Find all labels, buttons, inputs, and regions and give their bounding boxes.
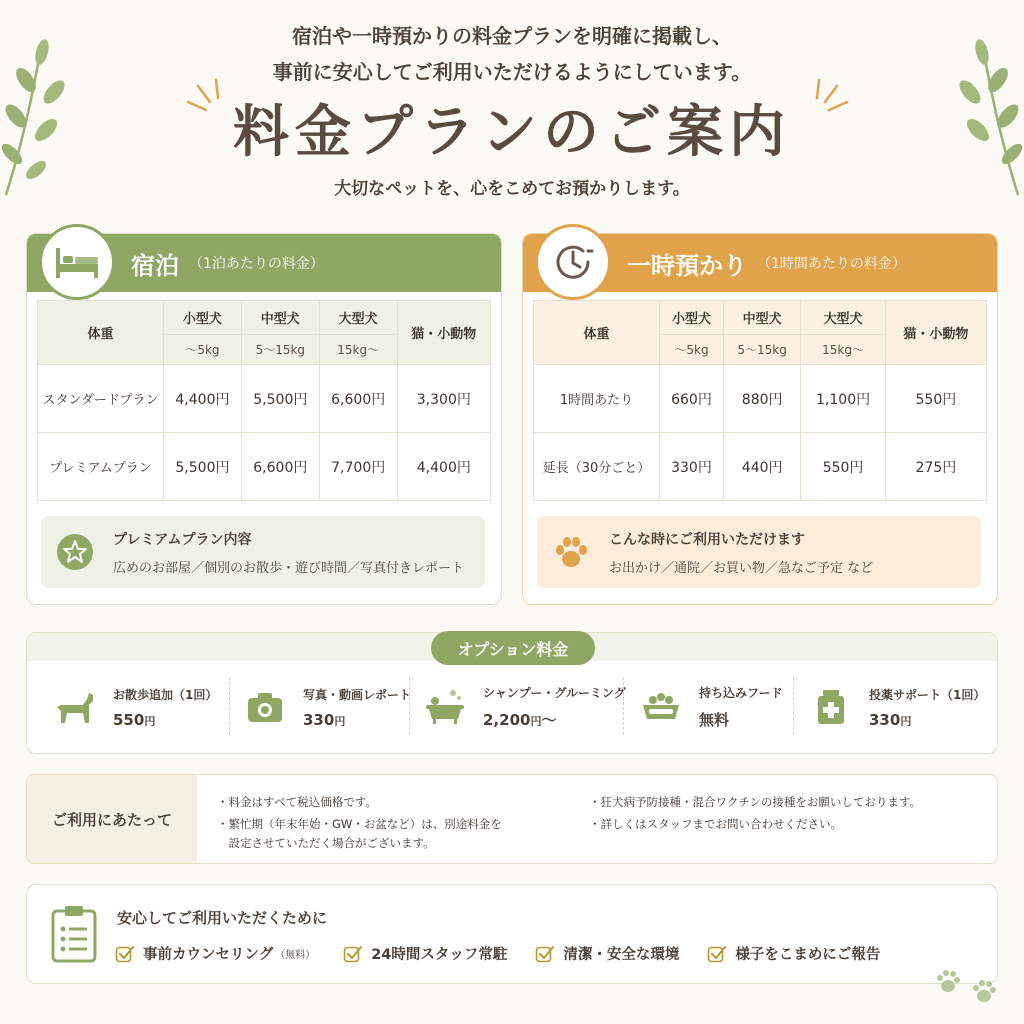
option-item — [805, 677, 985, 737]
price-cell: 1,100円 — [801, 365, 885, 433]
check-item: 様子をこまめにご報告 — [707, 943, 880, 964]
usage-notes-section — [26, 774, 998, 864]
range-large-dog: 15kg〜 — [801, 335, 885, 365]
stay-note: （1泊あたりの料金） — [189, 256, 324, 272]
weight-header: 体重 — [534, 301, 660, 365]
notes-label: ご利用にあたって — [27, 775, 197, 863]
page-subtitle: 大切なペットを、心をこめてお預かりします。 — [334, 179, 690, 199]
column-large-dog: 大型犬 — [801, 301, 885, 335]
option-price: 2,200円〜 — [483, 711, 557, 729]
row-label: スタンダードプラン — [38, 365, 164, 433]
check-item: 事前カウンセリング （無料） — [115, 943, 315, 964]
price-cell: 275円 — [885, 433, 986, 501]
note-item: ・料金はすべて税込価格です。 — [217, 795, 377, 809]
price-cell: 3,300円 — [397, 365, 490, 433]
price-cell: 5,500円 — [164, 433, 242, 501]
stay-price-table — [37, 300, 491, 501]
temporary-care-card — [522, 233, 998, 605]
option-price: 330円 — [303, 710, 346, 729]
check-icon — [343, 944, 363, 964]
option-price: 無料 — [699, 711, 730, 729]
clipboard-icon — [49, 903, 99, 963]
clock-icon — [535, 224, 611, 300]
page-title: 料金プランのご案内 — [233, 100, 791, 165]
column-large-dog: 大型犬 — [319, 301, 397, 335]
note-item: ・狂犬病予防接種・混合ワクチンの接種をお願いしております。 — [589, 795, 922, 809]
check-item: 24時間スタッフ常駐 — [343, 943, 507, 964]
divider — [793, 677, 794, 735]
range-small-dog: 〜5kg — [164, 335, 242, 365]
notes-right-column — [589, 793, 921, 837]
options-label: オプション料金 — [431, 631, 595, 665]
option-item — [239, 677, 411, 737]
price-cell: 7,700円 — [319, 433, 397, 501]
column-small-dog: 小型犬 — [164, 301, 242, 335]
check-icon — [535, 944, 555, 964]
option-item — [419, 677, 626, 737]
row-label: 1時間あたり — [534, 365, 660, 433]
divider — [409, 677, 410, 735]
temp-price-table — [533, 300, 987, 501]
stay-title: 宿泊 — [131, 251, 179, 280]
note-item: 設定させていただく場合がございます。 — [217, 836, 435, 850]
price-cell: 4,400円 — [164, 365, 242, 433]
option-name: 投薬サポート（1回） — [869, 687, 986, 702]
star-icon — [55, 532, 95, 572]
paw-icon — [551, 532, 591, 572]
price-cell: 5,500円 — [241, 365, 319, 433]
price-cell: 550円 — [885, 365, 986, 433]
premium-info-title: プレミアムプラン内容 — [113, 531, 252, 548]
temp-title: 一時預かり — [627, 251, 747, 280]
divider — [623, 677, 624, 735]
safety-section — [26, 884, 998, 984]
column-cat-small-animal: 猫・小動物 — [397, 301, 490, 365]
price-cell: 6,600円 — [241, 433, 319, 501]
temp-card-header — [523, 234, 997, 292]
note-item: ・繁忙期（年末年始・GW・お盆など）は、別途料金を — [217, 817, 502, 831]
table-row — [534, 433, 987, 501]
usage-info-title: こんな時にご利用いただけます — [609, 531, 805, 548]
dog-icon — [49, 683, 101, 731]
price-cell: 6,600円 — [319, 365, 397, 433]
price-cell: 4,400円 — [397, 433, 490, 501]
column-medium-dog: 中型犬 — [723, 301, 800, 335]
note-item: ・詳しくはスタッフまでお問い合わせください。 — [589, 817, 842, 831]
price-cell: 660円 — [660, 365, 724, 433]
row-label: プレミアムプラン — [38, 433, 164, 501]
notes-left-column — [217, 793, 502, 856]
table-row — [534, 365, 987, 433]
option-price: 330円 — [869, 710, 912, 729]
price-cell: 550円 — [801, 433, 885, 501]
range-medium-dog: 5〜15kg — [723, 335, 800, 365]
intro-line-1: 宿泊や一時預かりの料金プランを明確に掲載し、 — [292, 24, 732, 48]
row-label: 延長（30分ごと） — [534, 433, 660, 501]
column-medium-dog: 中型犬 — [241, 301, 319, 335]
column-cat-small-animal: 猫・小動物 — [885, 301, 986, 365]
stay-card-header — [27, 234, 501, 292]
bed-icon — [39, 224, 115, 300]
camera-icon — [239, 683, 291, 731]
option-name: 持ち込みフード — [699, 686, 783, 700]
option-item — [49, 677, 217, 737]
safety-checklist — [115, 943, 908, 964]
food-bowl-icon — [635, 683, 687, 731]
premium-info-desc: 広めのお部屋／個別のお散歩・遊び時間／写真付きレポート — [113, 560, 465, 576]
usage-info-desc: お出かけ／通院／お買い物／急なご予定 など — [609, 560, 874, 576]
stay-plan-card — [26, 233, 502, 605]
check-item: 清潔・安全な環境 — [535, 943, 679, 964]
option-item — [635, 677, 783, 737]
divider — [229, 677, 230, 735]
bathtub-icon — [419, 683, 471, 731]
intro-line-2: 事前に安心してご利用いただけるようにしています。 — [272, 60, 752, 84]
premium-plan-info — [41, 516, 485, 588]
temp-note: （1時間あたりの料金） — [757, 256, 906, 272]
paw-prints-icon — [934, 966, 1004, 1006]
option-name: 写真・動画レポート — [303, 687, 412, 702]
range-large-dog: 15kg〜 — [319, 335, 397, 365]
price-cell: 330円 — [660, 433, 724, 501]
option-name: シャンプー・グルーミング — [483, 686, 626, 700]
safety-title: 安心してご利用いただくために — [117, 909, 328, 927]
check-icon — [115, 944, 135, 964]
option-price: 550円 — [113, 710, 156, 729]
price-cell: 880円 — [723, 365, 800, 433]
price-cell: 440円 — [723, 433, 800, 501]
weight-header: 体重 — [38, 301, 164, 365]
range-medium-dog: 5〜15kg — [241, 335, 319, 365]
range-small-dog: 〜5kg — [660, 335, 724, 365]
option-name: お散歩追加（1回） — [113, 687, 218, 702]
intro-text — [0, 18, 1024, 90]
usage-cases-info — [537, 516, 981, 588]
table-row — [38, 365, 491, 433]
option-prices-section — [26, 632, 998, 754]
column-small-dog: 小型犬 — [660, 301, 724, 335]
check-icon — [707, 944, 727, 964]
table-row — [38, 433, 491, 501]
medicine-icon — [805, 683, 857, 731]
